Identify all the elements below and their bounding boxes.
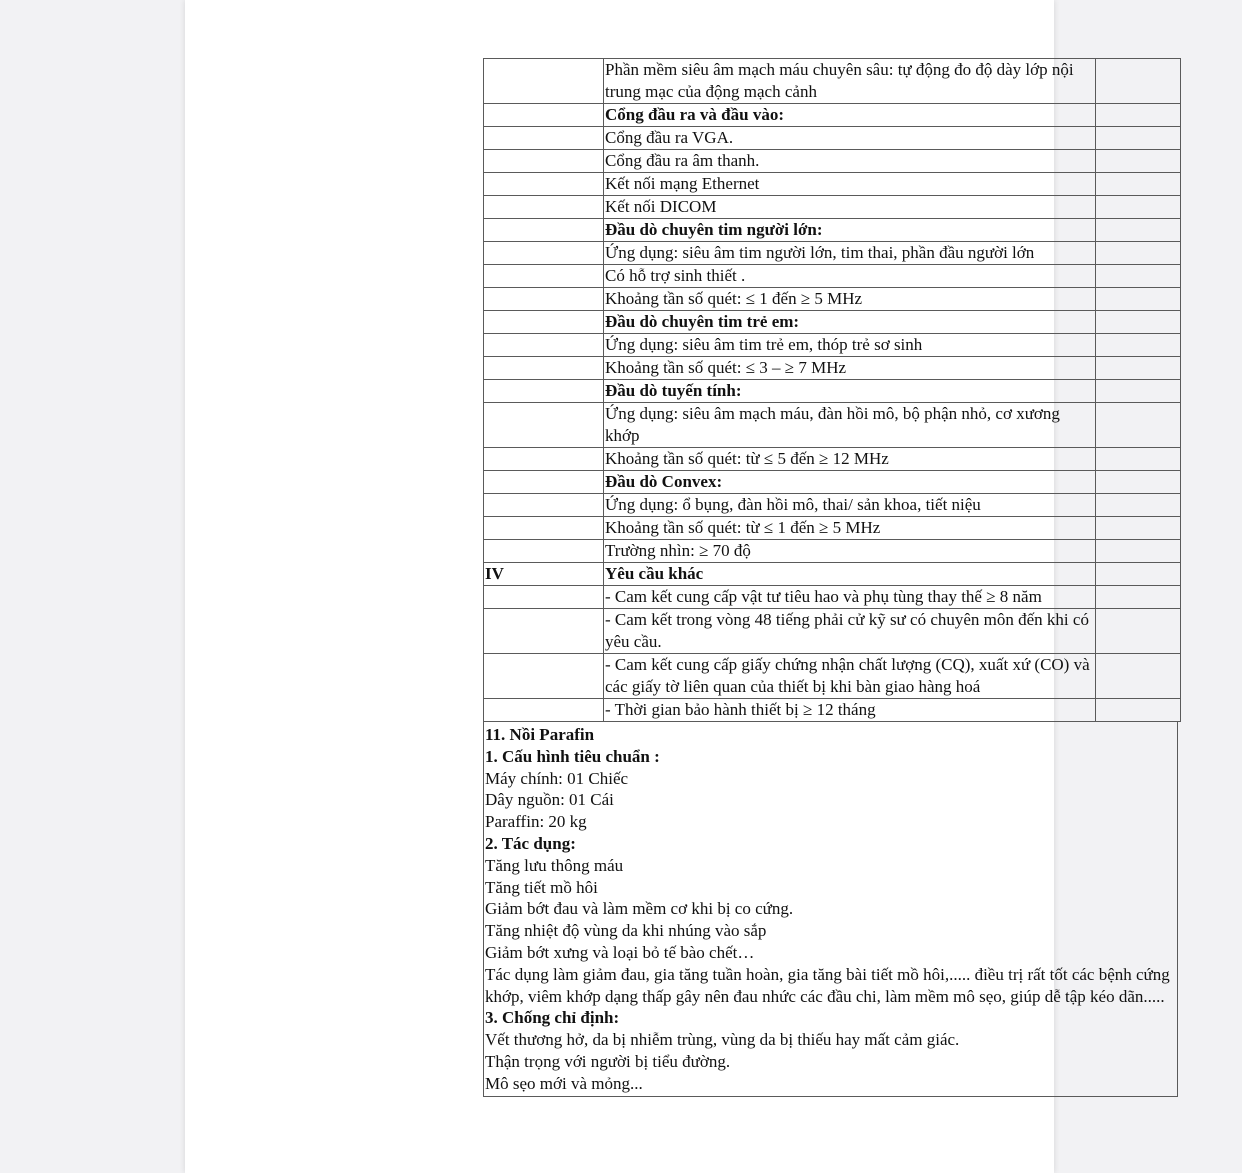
table-row bbox=[484, 219, 1181, 242]
empty-cell bbox=[1096, 448, 1181, 471]
document-page bbox=[185, 0, 1170, 1173]
table-row bbox=[484, 242, 1181, 265]
section-title: 11. Nồi Parafin bbox=[485, 725, 595, 744]
row-number-cell bbox=[484, 150, 604, 173]
empty-cell bbox=[1096, 311, 1181, 334]
table-row bbox=[484, 586, 1181, 609]
table-row bbox=[484, 448, 1181, 471]
row-number-cell bbox=[484, 334, 604, 357]
row-number-cell bbox=[484, 219, 604, 242]
contra-heading: 3. Chống chỉ định: bbox=[485, 1008, 620, 1028]
empty-cell bbox=[1096, 357, 1181, 380]
config-item: Máy chính: 01 Chiếc bbox=[485, 768, 629, 788]
table-row bbox=[484, 563, 1181, 586]
effects-item: Giảm bớt xưng và loại bỏ tế bào chết… bbox=[485, 942, 755, 962]
table-row bbox=[484, 265, 1181, 288]
row-number-cell bbox=[484, 609, 604, 654]
requirement-cell: Phần mềm siêu âm mạch máu chuyên sâu: tự động đo độ dày lớp nội trung mạc của động mạch cảnh bbox=[604, 59, 1096, 104]
requirement-cell: Có hỗ trợ sinh thiết . bbox=[604, 265, 1096, 288]
requirement-cell: Ứng dụng: siêu âm mạch máu, đàn hồi mô, bộ phận nhỏ, cơ xương khớp bbox=[604, 403, 1096, 448]
row-number-cell: IV bbox=[484, 563, 604, 586]
empty-cell bbox=[1096, 334, 1181, 357]
row-number-cell bbox=[484, 104, 604, 127]
contra-item: Thận trọng với người bị tiểu đường. bbox=[485, 1051, 731, 1071]
empty-cell bbox=[1096, 654, 1181, 699]
document-body bbox=[483, 58, 1178, 1097]
table-row bbox=[484, 540, 1181, 563]
row-number-cell bbox=[484, 196, 604, 219]
empty-cell bbox=[1096, 540, 1181, 563]
table-row bbox=[484, 471, 1181, 494]
contra-item: Mô sẹo mới và mỏng... bbox=[485, 1073, 643, 1093]
table-row bbox=[484, 288, 1181, 311]
row-number-cell bbox=[484, 540, 604, 563]
requirement-cell: Ứng dụng: siêu âm tim người lớn, tim thai, phần đầu người lớn bbox=[604, 242, 1096, 265]
row-number-cell bbox=[484, 494, 604, 517]
row-number-cell bbox=[484, 699, 604, 722]
table-row bbox=[484, 380, 1181, 403]
table-row bbox=[484, 334, 1181, 357]
requirement-cell: Đầu dò chuyên tim trẻ em: bbox=[604, 311, 1096, 334]
table-row bbox=[484, 403, 1181, 448]
requirement-cell: - Cam kết trong vòng 48 tiếng phải cử kỹ sư có chuyên môn đến khi có yêu cầu. bbox=[604, 609, 1096, 654]
row-number-cell bbox=[484, 654, 604, 699]
requirement-cell: Khoảng tần số quét: từ ≤ 1 đến ≥ 5 MHz bbox=[604, 517, 1096, 540]
table-row bbox=[484, 494, 1181, 517]
empty-cell bbox=[1096, 586, 1181, 609]
effects-item: Tăng lưu thông máu bbox=[485, 855, 624, 875]
requirement-cell: - Cam kết cung cấp giấy chứng nhận chất lượng (CQ), xuất xứ (CO) và các giấy tờ liên quan của thiết bị khi bàn giao hàng hoá bbox=[604, 654, 1096, 699]
effects-item: Tăng nhiệt độ vùng da khi nhúng vào sắp bbox=[485, 921, 767, 941]
table-row bbox=[484, 517, 1181, 540]
requirement-cell: Trường nhìn: ≥ 70 độ bbox=[604, 540, 1096, 563]
row-number-cell bbox=[484, 127, 604, 150]
row-number-cell bbox=[484, 403, 604, 448]
table-row bbox=[484, 196, 1181, 219]
table-row bbox=[484, 609, 1181, 654]
empty-cell bbox=[1096, 517, 1181, 540]
row-number-cell bbox=[484, 173, 604, 196]
contra-item: Vết thương hở, da bị nhiễm trùng, vùng da bị thiếu hay mất cảm giác. bbox=[485, 1030, 960, 1050]
empty-cell bbox=[1096, 150, 1181, 173]
empty-cell bbox=[1096, 699, 1181, 722]
table-row bbox=[484, 173, 1181, 196]
row-number-cell bbox=[484, 517, 604, 540]
requirement-cell: Đầu dò tuyến tính: bbox=[604, 380, 1096, 403]
spec-table bbox=[483, 58, 1181, 722]
empty-cell bbox=[1096, 494, 1181, 517]
requirement-cell: Cổng đầu ra và đầu vào: bbox=[604, 104, 1096, 127]
table-row bbox=[484, 654, 1181, 699]
row-number-cell bbox=[484, 357, 604, 380]
row-number-cell bbox=[484, 288, 604, 311]
requirement-cell: Yêu cầu khác bbox=[604, 563, 1096, 586]
empty-cell bbox=[1096, 265, 1181, 288]
table-row bbox=[484, 357, 1181, 380]
table-row bbox=[484, 104, 1181, 127]
empty-cell bbox=[1096, 173, 1181, 196]
row-number-cell bbox=[484, 265, 604, 288]
empty-cell bbox=[1096, 403, 1181, 448]
table-row bbox=[484, 59, 1181, 104]
empty-cell bbox=[1096, 242, 1181, 265]
paraffin-section bbox=[483, 722, 1178, 1097]
requirement-cell: Đầu dò Convex: bbox=[604, 471, 1096, 494]
table-row bbox=[484, 311, 1181, 334]
empty-cell bbox=[1096, 288, 1181, 311]
table-row bbox=[484, 699, 1181, 722]
effects-item: Giảm bớt đau và làm mềm cơ khi bị co cứng. bbox=[485, 899, 794, 919]
empty-cell bbox=[1096, 59, 1181, 104]
requirement-cell: Kết nối mạng Ethernet bbox=[604, 173, 1096, 196]
empty-cell bbox=[1096, 219, 1181, 242]
effects-paragraph: Tác dụng làm giảm đau, gia tăng tuần hoàn, gia tăng bài tiết mồ hôi,..... điều trị rất tốt các bệnh cứng khớp, viêm khớp dạng thấp gây nên đau nhức các đầu chi, làm mềm mô sẹo, giúp dễ tập kéo dãn..... bbox=[485, 964, 1170, 1006]
requirement-cell: - Thời gian bảo hành thiết bị ≥ 12 tháng bbox=[604, 699, 1096, 722]
requirement-cell: Cổng đầu ra âm thanh. bbox=[604, 150, 1096, 173]
config-item: Paraffin: 20 kg bbox=[485, 812, 587, 832]
config-item: Dây nguồn: 01 Cái bbox=[485, 790, 614, 810]
row-number-cell bbox=[484, 59, 604, 104]
effects-item: Tăng tiết mồ hôi bbox=[485, 877, 598, 897]
empty-cell bbox=[1096, 563, 1181, 586]
empty-cell bbox=[1096, 380, 1181, 403]
row-number-cell bbox=[484, 471, 604, 494]
row-number-cell bbox=[484, 448, 604, 471]
empty-cell bbox=[1096, 196, 1181, 219]
requirement-cell: Khoảng tần số quét: ≤ 1 đến ≥ 5 MHz bbox=[604, 288, 1096, 311]
row-number-cell bbox=[484, 242, 604, 265]
requirement-cell: - Cam kết cung cấp vật tư tiêu hao và phụ tùng thay thế ≥ 8 năm bbox=[604, 586, 1096, 609]
requirement-cell: Khoảng tần số quét: ≤ 3 – ≥ 7 MHz bbox=[604, 357, 1096, 380]
config-heading: 1. Cấu hình tiêu chuẩn : bbox=[485, 746, 660, 766]
empty-cell bbox=[1096, 471, 1181, 494]
table-row bbox=[484, 127, 1181, 150]
requirement-cell: Đầu dò chuyên tim người lớn: bbox=[604, 219, 1096, 242]
row-number-cell bbox=[484, 380, 604, 403]
table-row bbox=[484, 150, 1181, 173]
requirement-cell: Kết nối DICOM bbox=[604, 196, 1096, 219]
requirement-cell: Cổng đầu ra VGA. bbox=[604, 127, 1096, 150]
requirement-cell: Ứng dụng: siêu âm tim trẻ em, thóp trẻ sơ sinh bbox=[604, 334, 1096, 357]
requirement-cell: Khoảng tần số quét: từ ≤ 5 đến ≥ 12 MHz bbox=[604, 448, 1096, 471]
row-number-cell bbox=[484, 586, 604, 609]
row-number-cell bbox=[484, 311, 604, 334]
effects-heading: 2. Tác dụng: bbox=[485, 833, 576, 853]
empty-cell bbox=[1096, 104, 1181, 127]
requirement-cell: Ứng dụng: ổ bụng, đàn hồi mô, thai/ sản khoa, tiết niệu bbox=[604, 494, 1096, 517]
empty-cell bbox=[1096, 609, 1181, 654]
empty-cell bbox=[1096, 127, 1181, 150]
